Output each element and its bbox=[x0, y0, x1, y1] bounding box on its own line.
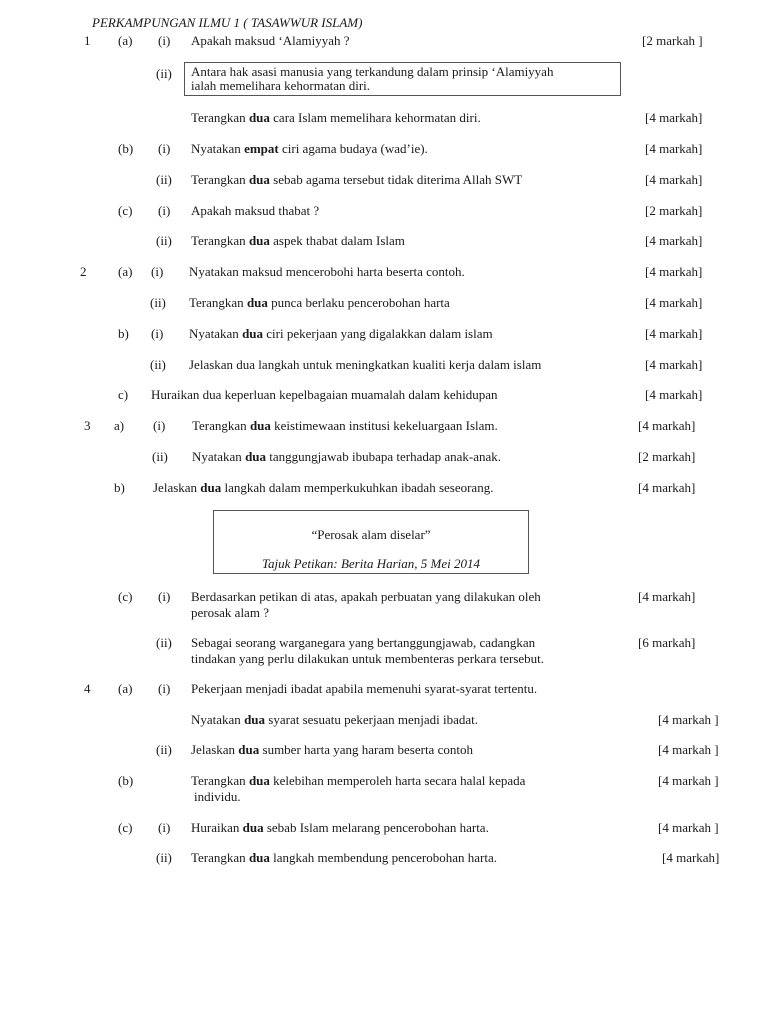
question-text: Nyatakan dua ciri pekerjaan yang digalakkan dalam islam bbox=[189, 326, 493, 341]
marks: [2 markah] bbox=[645, 203, 703, 218]
subpart-label: (ii) bbox=[156, 742, 172, 757]
subpart-label: (i) bbox=[158, 820, 171, 835]
subpart-label: (ii) bbox=[156, 172, 172, 187]
question-number: 1 bbox=[84, 33, 91, 48]
subpart-label: (i) bbox=[158, 681, 171, 696]
question-text: Apakah maksud thabat ? bbox=[191, 203, 320, 218]
question-text: Jelaskan dua langkah dalam memperkukuhkan ibadah seseorang. bbox=[153, 480, 494, 495]
page-title: PERKAMPUNGAN ILMU 1 ( TASAWWUR ISLAM) bbox=[92, 15, 363, 30]
question-text: Terangkan dua keistimewaan institusi kekeluargaan Islam. bbox=[192, 418, 498, 433]
excerpt-box bbox=[213, 510, 529, 574]
marks: [4 markah] bbox=[645, 110, 703, 125]
marks: [2 markah ] bbox=[642, 33, 703, 48]
question-text: Terangkan dua sebab agama tersebut tidak diterima Allah SWT bbox=[191, 172, 523, 187]
question-text: perosak alam ? bbox=[191, 605, 269, 620]
question-number: 4 bbox=[84, 681, 91, 696]
statement-box bbox=[184, 62, 621, 96]
subpart-label: (i) bbox=[151, 264, 164, 279]
marks: [4 markah] bbox=[638, 418, 696, 433]
question-intro: Pekerjaan menjadi ibadat apabila memenuhi syarat-syarat tertentu. bbox=[191, 681, 538, 696]
question-text: Jelaskan dua sumber harta yang haram beserta contoh bbox=[191, 742, 473, 757]
subpart-label: (ii) bbox=[156, 233, 172, 248]
excerpt-headline: “Perosak alam diselar” bbox=[311, 527, 431, 542]
question-text: Sebagai seorang warganegara yang bertanggungjawab, cadangkan bbox=[191, 635, 536, 650]
question-number: 3 bbox=[84, 418, 91, 433]
subpart-label: (ii) bbox=[156, 66, 172, 81]
question-text: Huraikan dua sebab Islam melarang pencerobohan harta. bbox=[191, 820, 489, 835]
marks: [4 markah] bbox=[638, 589, 696, 604]
marks: [4 markah] bbox=[645, 326, 703, 341]
question-text: Nyatakan empat ciri agama budaya (wad’ie). bbox=[191, 141, 428, 156]
question-text: Nyatakan dua tanggungjawab ibubapa terhadap anak-anak. bbox=[192, 449, 502, 464]
marks: [2 markah] bbox=[638, 449, 696, 464]
marks: [6 markah] bbox=[638, 635, 696, 650]
question-text: Berdasarkan petikan di atas, apakah perbuatan yang dilakukan oleh bbox=[191, 589, 541, 604]
marks: [4 markah] bbox=[645, 264, 703, 279]
subpart-label: (i) bbox=[158, 589, 171, 604]
part-label: (a) bbox=[118, 33, 133, 48]
statement-line: ialah memelihara kehormatan diri. bbox=[191, 78, 371, 93]
subpart-label: (i) bbox=[151, 326, 164, 341]
question-text: Nyatakan dua syarat sesuatu pekerjaan menjadi ibadat. bbox=[191, 712, 479, 727]
subpart-label: (i) bbox=[158, 203, 171, 218]
question-text: Apakah maksud ‘Alamiyyah ? bbox=[191, 33, 350, 48]
question-text: tindakan yang perlu dilakukan untuk membenteras perkara tersebut. bbox=[191, 651, 545, 666]
part-label: (c) bbox=[118, 820, 133, 835]
part-label: (a) bbox=[118, 264, 133, 279]
marks: [4 markah] bbox=[662, 850, 720, 865]
part-label: c) bbox=[118, 387, 129, 402]
question-text: Nyatakan maksud mencerobohi harta beserta contoh. bbox=[189, 264, 465, 279]
subpart-label: (i) bbox=[153, 418, 166, 433]
question-text: Terangkan dua langkah membendung pencerobohan harta. bbox=[191, 850, 497, 865]
question-text: Terangkan dua punca berlaku pencerobohan harta bbox=[189, 295, 450, 310]
marks: [4 markah] bbox=[645, 357, 703, 372]
marks: [4 markah] bbox=[645, 295, 703, 310]
question-number: 2 bbox=[80, 264, 87, 279]
part-label: b) bbox=[118, 326, 129, 341]
marks: [4 markah] bbox=[645, 141, 703, 156]
marks: [4 markah ] bbox=[658, 712, 719, 727]
part-label: (a) bbox=[118, 681, 133, 696]
part-label: a) bbox=[114, 418, 125, 433]
marks: [4 markah ] bbox=[658, 742, 719, 757]
question-text: Terangkan dua cara Islam memelihara kehormatan diri. bbox=[191, 110, 481, 125]
subpart-label: (i) bbox=[158, 33, 171, 48]
question-text: Terangkan dua aspek thabat dalam Islam bbox=[191, 233, 405, 248]
part-label: (c) bbox=[118, 203, 133, 218]
statement-line: Antara hak asasi manusia yang terkandung dalam prinsip ‘Alamiyyah bbox=[191, 64, 554, 79]
question-text: Huraikan dua keperluan kepelbagaian muamalah dalam kehidupan bbox=[151, 387, 498, 402]
subpart-label: (ii) bbox=[150, 295, 166, 310]
part-label: (c) bbox=[118, 589, 133, 604]
subpart-label: (ii) bbox=[152, 449, 168, 464]
marks: [4 markah ] bbox=[658, 773, 719, 788]
part-label: (b) bbox=[118, 773, 134, 788]
marks: [4 markah] bbox=[645, 172, 703, 187]
question-text: individu. bbox=[194, 789, 241, 804]
excerpt-source: Tajuk Petikan: Berita Harian, 5 Mei 2014 bbox=[262, 556, 480, 571]
marks: [4 markah] bbox=[645, 233, 703, 248]
question-text: Terangkan dua kelebihan memperoleh harta secara halal kepada bbox=[191, 773, 526, 788]
subpart-label: (ii) bbox=[156, 850, 172, 865]
marks: [4 markah] bbox=[645, 387, 703, 402]
question-text: Jelaskan dua langkah untuk meningkatkan kualiti kerja dalam islam bbox=[189, 357, 542, 372]
subpart-label: (ii) bbox=[150, 357, 166, 372]
marks: [4 markah ] bbox=[658, 820, 719, 835]
part-label: (b) bbox=[118, 141, 134, 156]
part-label: b) bbox=[114, 480, 125, 495]
subpart-label: (i) bbox=[158, 141, 171, 156]
subpart-label: (ii) bbox=[156, 635, 172, 650]
marks: [4 markah] bbox=[638, 480, 696, 495]
